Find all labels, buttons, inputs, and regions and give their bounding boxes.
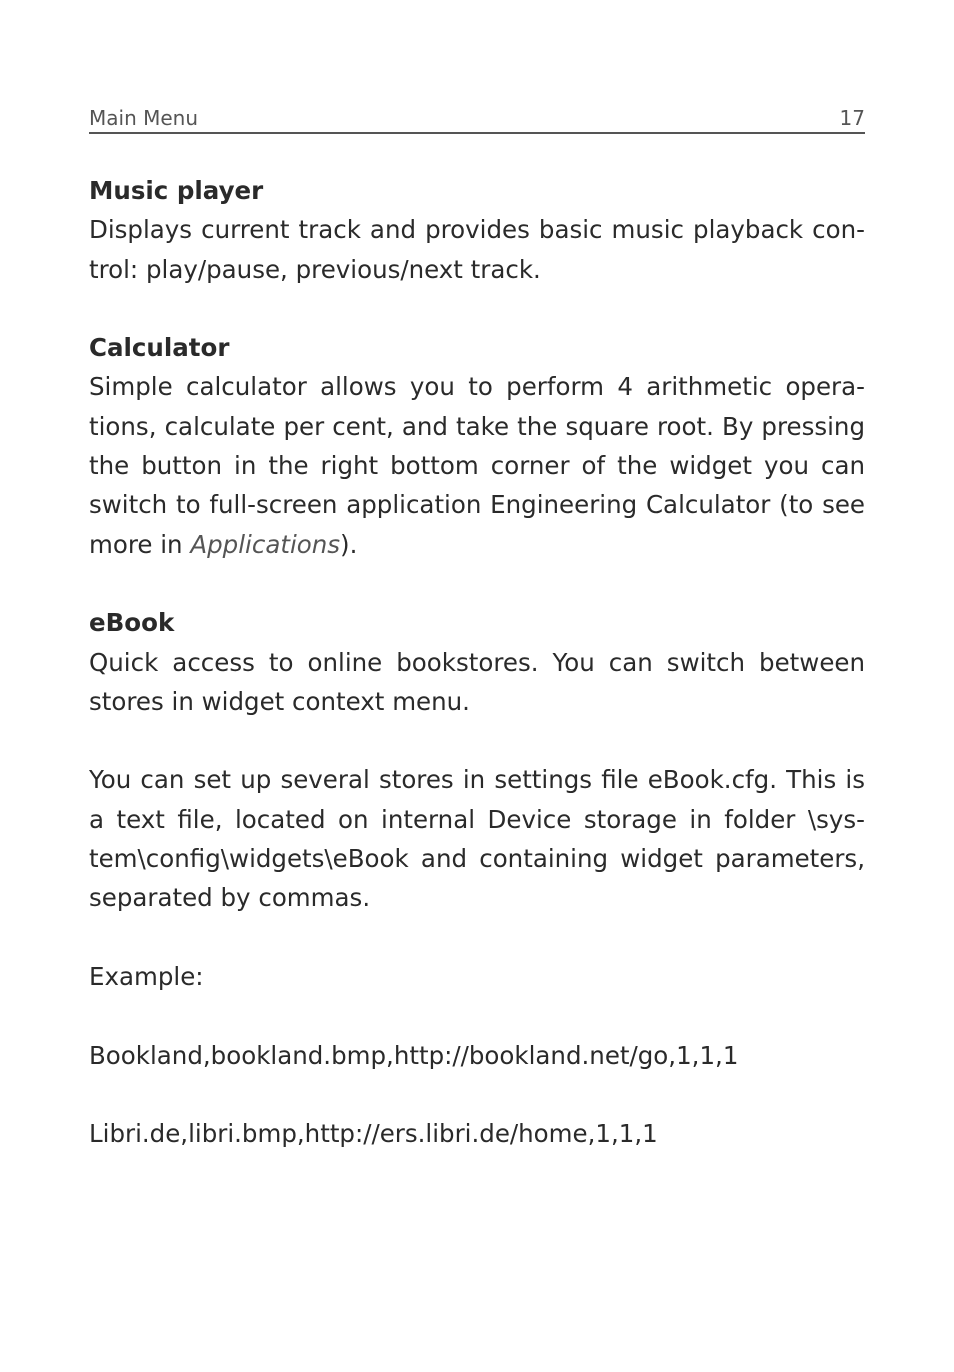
example-label: Example: [89,961,204,991]
ebook-heading: eBook [89,608,175,638]
page-number: 17 [839,106,865,130]
applications-reference-link[interactable]: Applications [190,529,341,559]
section-gap [89,1075,865,1114]
section-gap [89,564,865,603]
calculator-description-text: Simple calculator allows you to perform 4 arithmetic operations, calculate per cent, and take the square root. By pressing the button in the right bottom corner of the widget you can switch to full-screen application Engineering Calculator (to see more in [89,372,865,559]
ebook-settings-note: You can set up several stores in settings file eBook.cfg. This is a text file, located on internal Device storage in folder \system\config\widgets\eBook and containing widget parameters, separated by commas. [89,765,865,913]
section-gap [89,918,865,957]
calculator-description-end: ). [340,529,358,559]
running-header [89,104,865,134]
header-section-name: Main Menu [89,106,199,130]
section-gap [89,721,865,760]
ebook-description: Quick access to online bookstores. You can switch between stores in widget context menu. [89,647,865,716]
music-player-heading: Music player [89,176,264,205]
calculator-heading: Calculator [89,333,230,363]
example-line-libri: Libri.de,libri.bmp,http://ers.libri.de/home,1,1,1 [89,1119,658,1149]
example-line-bookland: Bookland,bookland.bmp,http://bookland.net/go,1,1,1 [89,1040,739,1070]
page-content [89,171,865,1153]
section-gap [89,996,865,1035]
section-gap [89,289,865,328]
calculator-description [89,367,865,563]
music-player-description: Displays current track and provides basic music playback control: play/pause, previous/next track. [89,215,865,284]
